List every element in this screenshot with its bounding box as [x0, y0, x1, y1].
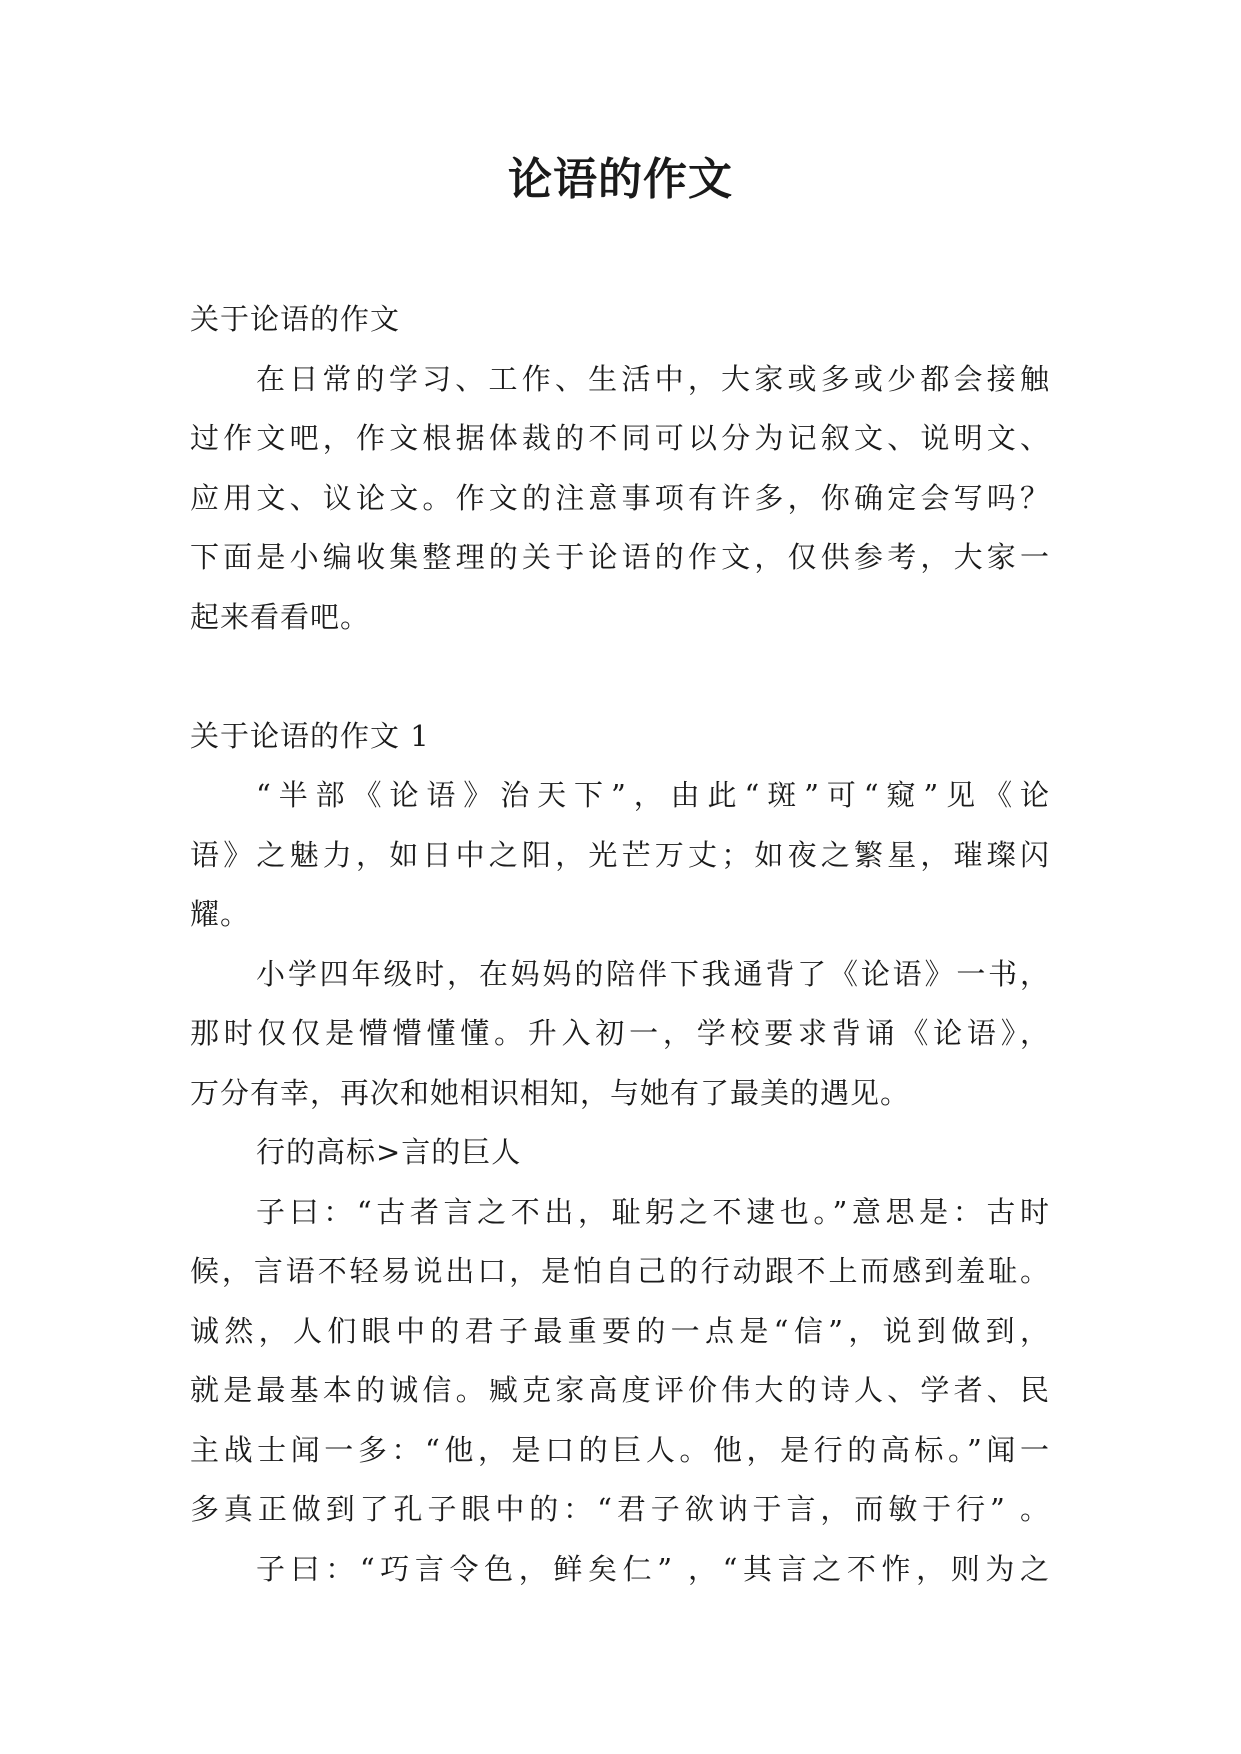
- intro-line-5: 起来看看吧。: [190, 599, 371, 634]
- intro-line-3: 应用文、议论文。作文的注意事项有许多，你确定会写吗？: [190, 480, 1050, 515]
- intro-line-1: 在日常的学习、工作、生活中，大家或多或少都会接触: [256, 361, 1050, 396]
- intro-line-2: 过作文吧，作文根据体裁的不同可以分为记叙文、说明文、: [190, 421, 1050, 455]
- section1-subheading: 行的高标>言的巨人: [256, 1135, 522, 1169]
- section1-para3-line-3: 诚然，人们眼中的君子最重要的一点是“信”，说到做到，: [190, 1313, 1050, 1348]
- section1-para1-line-1: “半部《论语》治天下”，由此“斑”可“窥”见《论: [256, 778, 1050, 812]
- intro-line-4: 下面是小编收集整理的关于论语的作文，仅供参考，大家一: [190, 540, 1050, 574]
- section1-para2-line-3: 万分有幸，再次和她相识相知，与她有了最美的遇见。: [190, 1075, 911, 1110]
- section1-para3-line-4: 就是最基本的诚信。臧克家高度评价伟大的诗人、学者、民: [190, 1373, 1050, 1407]
- section1-para2-line-2: 那时仅仅是懵懵懂懂。升入初一，学校要求背诵《论语》，: [190, 1016, 1050, 1050]
- section1-heading: 关于论语的作文 1: [190, 718, 430, 753]
- intro-heading: 关于论语的作文: [190, 302, 401, 336]
- section1-para1-line-2: 语》之魅力，如日中之阳，光芒万丈；如夜之繁星，璀璨闪: [190, 837, 1050, 872]
- section1-para3-line-1: 子曰：“古者言之不出，耻躬之不逮也。”意思是：古时: [256, 1194, 1050, 1229]
- section1-para1-line-3: 耀。: [190, 897, 251, 931]
- document-title: 论语的作文: [508, 154, 733, 205]
- section1-para3-line-5: 主战士闻一多：“他，是口的巨人。他，是行的高标。”闻一: [190, 1432, 1050, 1467]
- section1-para3-line-6: 多真正做到了孔子眼中的：“君子欲讷于言，而敏于行” 。: [190, 1492, 1050, 1526]
- section1-para4-line-1: 子曰：“巧言令色，鲜矣仁” ，“其言之不怍，则为之: [256, 1551, 1050, 1586]
- section1-para3-line-2: 候，言语不轻易说出口，是怕自己的行动跟不上而感到羞耻。: [190, 1254, 1050, 1288]
- paragraph-gap: [190, 647, 1050, 707]
- document-body: [190, 290, 1050, 1599]
- section1-para2-line-1: 小学四年级时，在妈妈的陪伴下我通背了《论语》一书，: [256, 956, 1050, 991]
